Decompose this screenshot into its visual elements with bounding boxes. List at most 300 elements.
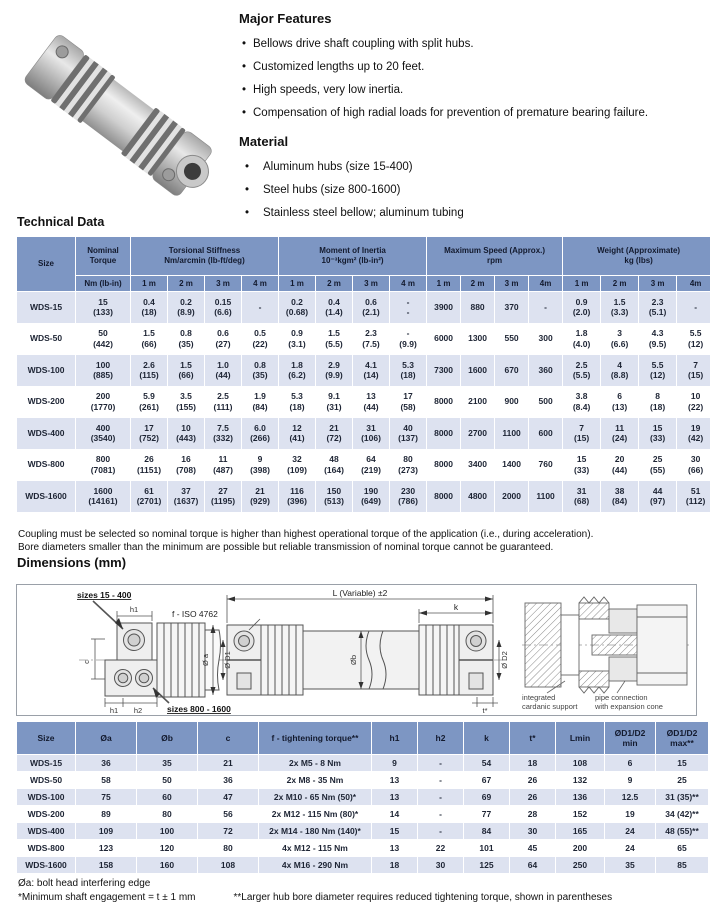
tech-cell — [242, 418, 278, 449]
tech-cell — [279, 292, 315, 323]
tech-cell — [353, 450, 389, 481]
dim-col-header — [605, 722, 655, 754]
tech-cell — [242, 324, 278, 355]
label-h1-top: h1 — [129, 605, 139, 614]
tech-cell — [76, 481, 130, 512]
tech-cell-line: 16 — [181, 454, 191, 465]
tech-subheader: 4m — [529, 276, 562, 291]
tech-cell-line: 12 — [292, 422, 302, 433]
tech-cell-line: (22) — [688, 401, 704, 412]
tech-cell-line: 25 — [652, 454, 663, 465]
tech-cell — [76, 292, 130, 323]
tech-cell-line: 26 — [144, 454, 154, 465]
tech-cell — [601, 387, 638, 418]
tech-cell-line: (2.0) — [572, 307, 591, 318]
dim-cell: 15 — [372, 823, 417, 839]
tech-cell-line: (115) — [139, 370, 159, 381]
tech-cell — [601, 292, 638, 323]
dim-cell: 24 — [605, 823, 655, 839]
tech-cell-line: (84) — [612, 496, 628, 507]
dim-cell: 24 — [605, 840, 655, 856]
tech-cell — [390, 324, 426, 355]
tech-cell-line: (9.9) — [399, 338, 417, 349]
tech-cell-line: (5.1) — [648, 307, 667, 318]
tech-cell — [390, 450, 426, 481]
tech-cell-line: 900 — [504, 396, 519, 407]
tech-cell-line: 0.4 — [143, 296, 155, 307]
tech-cell-line: (18) — [289, 401, 305, 412]
tech-cell-line: 1600 — [93, 485, 113, 496]
tech-cell-line: (58) — [400, 401, 416, 412]
label-dia-d1: Ø D1 — [223, 651, 232, 669]
tech-cell — [316, 450, 352, 481]
tech-cell — [390, 355, 426, 386]
tech-cell — [390, 481, 426, 512]
tech-cell — [677, 481, 710, 512]
dim-cell: 2x M12 - 115 Nm (80)* — [259, 806, 371, 822]
dim-cell: 80 — [137, 806, 197, 822]
tech-cell-line: (72) — [326, 433, 342, 444]
dim-cell: 100 — [137, 823, 197, 839]
group-label-line: Weight (Approximate) — [597, 246, 681, 255]
dim-cell: 60 — [137, 789, 197, 805]
tech-cell — [131, 450, 167, 481]
dim-cell: 2x M14 - 180 Nm (140)* — [259, 823, 371, 839]
tech-subheader: 2 m — [168, 276, 204, 291]
tech-cell-line: 5.5 — [651, 359, 664, 370]
tech-cell-line: (41) — [289, 433, 305, 444]
tech-subheader: 1 m — [131, 276, 167, 291]
tech-cell-line: (1.4) — [325, 307, 343, 318]
dim-cell: 72 — [198, 823, 258, 839]
tech-cell-line: (15) — [574, 433, 590, 444]
tech-cell-line: (97) — [650, 496, 666, 507]
tech-cell — [168, 387, 204, 418]
label-t-star: t* — [482, 706, 488, 715]
dim-header-line: ØD1/D2 — [614, 727, 646, 738]
dim-cell: 13 — [372, 840, 417, 856]
dim-cell: 34 (42)** — [656, 806, 708, 822]
tech-cell — [529, 418, 562, 449]
tech-cell-line: (786) — [398, 496, 418, 507]
tech-cell — [529, 324, 562, 355]
tech-cell-line: 40 — [403, 422, 413, 433]
tech-cell-line: 7300 — [434, 364, 454, 375]
tech-cell — [461, 418, 494, 449]
dim-table-row — [17, 823, 708, 839]
tech-cell — [316, 387, 352, 418]
tech-cell-line: (266) — [250, 433, 270, 444]
tech-cell — [353, 481, 389, 512]
dim-cell: 2x M8 - 35 Nm — [259, 772, 371, 788]
dim-row-size: WDS-50 — [17, 772, 75, 788]
tech-cell-line: 9 — [257, 454, 263, 465]
dim-col-header — [510, 722, 555, 754]
tech-cell — [639, 292, 676, 323]
tech-cell — [242, 292, 278, 323]
dim-cell: 13 — [372, 772, 417, 788]
dim-header-line: h2 — [435, 732, 446, 743]
tech-cell-line: (273) — [398, 464, 418, 475]
tech-cell — [205, 355, 241, 386]
tech-subheader: 2 m — [316, 276, 352, 291]
tech-cell-line: (33) — [650, 433, 666, 444]
tech-cell — [168, 292, 204, 323]
technical-notes — [18, 529, 593, 554]
tech-cell-line: 4.3 — [651, 328, 664, 339]
tech-cell-line: (4.0) — [572, 338, 591, 349]
tech-col-group-size — [17, 237, 75, 291]
tech-cell-line: 0.6 — [365, 296, 377, 307]
tech-cell — [529, 450, 562, 481]
tech-cell-line: (111) — [213, 401, 233, 412]
tech-cell-line: 0.8 — [254, 359, 266, 370]
tech-cell — [205, 324, 241, 355]
tech-cell — [131, 387, 167, 418]
tech-cell-line: (3.3) — [610, 307, 629, 318]
tech-cell-line: 3900 — [434, 301, 454, 312]
dim-header-line: ØD1/D2 — [666, 727, 698, 738]
tech-cell-line: 0.8 — [180, 328, 192, 339]
tech-cell-line: 44 — [652, 485, 663, 496]
group-label-line: kg (lbs) — [624, 256, 653, 265]
dim-table-row — [17, 806, 708, 822]
tech-cell — [242, 387, 278, 418]
caption-pipe-connection: pipe connection — [595, 693, 648, 702]
tech-cell — [131, 355, 167, 386]
tech-cell-line: 17 — [144, 422, 154, 433]
tech-cell — [279, 418, 315, 449]
tech-cell — [601, 418, 638, 449]
dim-cell: 132 — [556, 772, 604, 788]
dim-cell: 54 — [464, 755, 509, 771]
dim-cell: - — [418, 806, 463, 822]
tech-cell — [461, 481, 494, 512]
tech-subheader: 2 m — [461, 276, 494, 291]
dim-col-header — [198, 722, 258, 754]
tech-cell-line: 5.9 — [143, 391, 155, 402]
dim-cell: 120 — [137, 840, 197, 856]
tech-cell-line: 1.5 — [180, 359, 192, 370]
tech-cell — [563, 418, 600, 449]
footnote-bore-diameter: **Larger hub bore diameter requires reduced tightening torque, shown in parentheses — [233, 891, 613, 903]
tech-cell-line: (649) — [361, 496, 381, 507]
group-label-line: Nm/arcmin (lb-ft/deg) — [164, 256, 245, 265]
dim-cell: 9 — [372, 755, 417, 771]
dim-header-line: t* — [529, 732, 536, 743]
tech-cell-line: 6.0 — [254, 422, 266, 433]
dim-col-header — [556, 722, 604, 754]
feature-item — [239, 106, 701, 122]
tech-cell — [601, 481, 638, 512]
dim-cell: 84 — [464, 823, 509, 839]
tech-cell — [131, 418, 167, 449]
tech-cell — [168, 355, 204, 386]
material-heading: Material — [239, 134, 289, 150]
tech-cell — [279, 387, 315, 418]
tech-cell-line: 0.15 — [214, 296, 232, 307]
tech-cell-line: (14) — [363, 370, 379, 381]
dim-cell: 30 — [418, 857, 463, 873]
tech-cell-line: 0.2 — [291, 296, 303, 307]
tech-cell-line: 1.8 — [575, 328, 588, 339]
tech-cell — [427, 324, 460, 355]
tech-cell-line: (66) — [141, 338, 157, 349]
dim-col-header — [137, 722, 197, 754]
label-dia-b: Øb — [349, 654, 358, 666]
tech-cell-line: (0.68) — [285, 307, 309, 318]
tech-cell-line: 51 — [690, 485, 701, 496]
tech-cell — [677, 387, 710, 418]
dim-header-line: Øb — [161, 732, 173, 743]
dim-header-line: Øa — [100, 732, 112, 743]
tech-cell-line: (137) — [398, 433, 418, 444]
tech-cell-line: 1100 — [536, 490, 555, 501]
tech-cell-line: 15 — [652, 422, 663, 433]
tech-cell-line: (1195) — [210, 496, 236, 507]
dim-cell: 13 — [372, 789, 417, 805]
tech-row-size: WDS-400 — [17, 418, 75, 449]
dim-cell: 45 — [510, 840, 555, 856]
dim-cell: 89 — [76, 806, 136, 822]
tech-cell-line: 2.6 — [143, 359, 155, 370]
tech-cell-line: 600 — [538, 427, 553, 438]
tech-cell — [495, 355, 528, 386]
major-features-heading: Major Features — [239, 11, 332, 26]
tech-cell — [461, 292, 494, 323]
tech-cell — [390, 387, 426, 418]
bullet-icon: • — [242, 37, 247, 50]
tech-subheader: 1 m — [427, 276, 460, 291]
dim-cell: 200 — [556, 840, 604, 856]
tech-cell — [353, 355, 389, 386]
tech-cell-line: 2.9 — [328, 359, 340, 370]
tech-cell — [529, 387, 562, 418]
tech-cell-line: 3.5 — [180, 391, 192, 402]
tech-cell — [279, 450, 315, 481]
tech-cell-line: - — [258, 301, 262, 312]
tech-cell-line: 10 — [181, 422, 191, 433]
tech-cell-line: (6.2) — [288, 370, 306, 381]
dim-cell: 19 — [605, 806, 655, 822]
tech-cell — [76, 355, 130, 386]
tech-table-row — [17, 292, 710, 323]
tech-cell-line: (8.9) — [177, 307, 195, 318]
tech-cell-line: (9.5) — [648, 338, 667, 349]
tech-cell-line: 150 — [326, 485, 342, 496]
dim-cell: 64 — [510, 857, 555, 873]
section-detail-view — [522, 597, 689, 693]
tech-cell-line: 1.8 — [291, 359, 303, 370]
tech-cell — [677, 324, 710, 355]
tech-cell-line: (84) — [252, 401, 268, 412]
tech-cell-line: (44) — [215, 370, 231, 381]
group-label-line: rpm — [487, 256, 503, 265]
tech-table-row — [17, 418, 710, 449]
dim-cell: 26 — [510, 772, 555, 788]
tech-cell-line: (885) — [93, 370, 113, 381]
tech-cell-line: 2000 — [502, 490, 522, 501]
tech-cell — [495, 481, 528, 512]
tech-cell — [205, 387, 241, 418]
tech-cell-line: 8 — [655, 391, 660, 402]
tech-cell — [461, 387, 494, 418]
dim-cell: 12.5 — [605, 789, 655, 805]
tech-cell-line: (396) — [287, 496, 307, 507]
tech-cell-line: (8.4) — [572, 401, 591, 412]
tech-cell-line: 200 — [95, 391, 111, 402]
dim-cell: 108 — [198, 857, 258, 873]
label-length: L (Variable) ±2 — [332, 588, 388, 598]
dim-cell: 67 — [464, 772, 509, 788]
tech-cell — [461, 355, 494, 386]
dimension-table — [16, 721, 709, 874]
tech-cell-line: (5.5) — [325, 338, 343, 349]
dim-row-size: WDS-800 — [17, 840, 75, 856]
tech-cell — [563, 481, 600, 512]
dim-cell: 36 — [198, 772, 258, 788]
tech-cell-line: 11 — [218, 454, 228, 465]
tech-cell-line: (18) — [400, 370, 416, 381]
tech-cell — [563, 324, 600, 355]
dim-header-line: c — [225, 732, 231, 743]
dim-cell: 4x M12 - 115 Nm — [259, 840, 371, 856]
tech-cell-line: (398) — [250, 464, 270, 475]
tech-cell — [76, 324, 130, 355]
features-block — [239, 10, 701, 229]
material-text: Steel hubs (size 800-1600) — [263, 183, 401, 196]
dim-cell: 50 — [137, 772, 197, 788]
tech-cell-line: (55) — [650, 464, 666, 475]
tech-cell — [677, 418, 710, 449]
tech-cell-line: (1151) — [136, 464, 162, 475]
dim-cell: 160 — [137, 857, 197, 873]
tech-table-row — [17, 387, 710, 418]
dim-row-size: WDS-200 — [17, 806, 75, 822]
tech-cell — [131, 292, 167, 323]
tech-cell-line: 0.2 — [180, 296, 192, 307]
tech-cell-line: 1.0 — [217, 359, 229, 370]
tech-cell-line: 32 — [292, 454, 302, 465]
dim-cell: 158 — [76, 857, 136, 873]
dim-cell: 14 — [372, 806, 417, 822]
tech-cell-line: (513) — [324, 496, 344, 507]
tech-cell — [601, 355, 638, 386]
tech-cell-line: 13 — [366, 391, 376, 402]
tech-cell-line: (164) — [324, 464, 344, 475]
tech-cell-line: 190 — [363, 485, 379, 496]
tech-cell-line: (112) — [685, 496, 706, 507]
label-dia-a: Ø a — [201, 653, 210, 667]
tech-cell-line: 21 — [255, 485, 265, 496]
note-line: Coupling must be selected so nominal torque is higher than highest operational torque of the application (i.e., during acceleration). — [18, 529, 594, 540]
tech-cell-line: 8000 — [434, 459, 454, 470]
label-h1-bottom: h1 — [109, 706, 119, 715]
tech-cell — [316, 292, 352, 323]
group-label-line: Torque — [89, 256, 117, 265]
dim-cell: 35 — [137, 755, 197, 771]
dim-cell: - — [418, 755, 463, 771]
tech-cell — [427, 292, 460, 323]
tech-cell — [639, 450, 676, 481]
coupling-photo-illustration — [12, 20, 232, 218]
dim-cell: 15 — [656, 755, 708, 771]
tech-cell-line: 6 — [617, 391, 622, 402]
bullet-icon: • — [245, 206, 250, 219]
dim-cell: 26 — [510, 789, 555, 805]
tech-cell-line: 230 — [400, 485, 416, 496]
dim-cell: 2x M10 - 65 Nm (50)* — [259, 789, 371, 805]
dim-col-header — [656, 722, 708, 754]
tech-col-group-weight — [563, 237, 710, 275]
tech-cell-line: 670 — [504, 364, 519, 375]
tech-cell — [279, 324, 315, 355]
tech-cell-line: 1300 — [468, 333, 488, 344]
tech-cell — [495, 292, 528, 323]
dim-cell: 18 — [510, 755, 555, 771]
tech-subheader: 4 m — [390, 276, 426, 291]
tech-cell — [677, 355, 710, 386]
tech-cell — [529, 292, 562, 323]
dim-cell: 21 — [198, 755, 258, 771]
dim-cell: 125 — [464, 857, 509, 873]
tech-cell — [168, 324, 204, 355]
tech-cell — [427, 450, 460, 481]
tech-cell-line: 5.3 — [402, 359, 414, 370]
tech-cell-line: 31 — [366, 422, 376, 433]
tech-cell-line: 21 — [329, 422, 339, 433]
group-label-line: Torsional Stiffness — [168, 246, 241, 255]
tech-cell — [205, 418, 241, 449]
tech-cell-line: (443) — [176, 433, 196, 444]
tech-cell-line: (18) — [650, 401, 666, 412]
dim-cell: 80 — [198, 840, 258, 856]
tech-cell — [316, 355, 352, 386]
dim-cell: 58 — [76, 772, 136, 788]
tech-cell-line: 4 — [617, 359, 622, 370]
coupling-side-view — [222, 625, 507, 695]
dim-table-row — [17, 789, 708, 805]
tech-cell-line: (9.9) — [325, 370, 343, 381]
tech-cell-line: - — [406, 328, 410, 339]
material-text: Stainless steel bellow; aluminum tubing — [263, 206, 464, 219]
tech-cell-line: 1400 — [502, 459, 522, 470]
tech-cell — [316, 418, 352, 449]
dim-col-header — [464, 722, 509, 754]
feature-text: High speeds, very low inertia. — [253, 83, 404, 96]
tech-cell-line: (929) — [250, 496, 270, 507]
tech-cell-line: 19 — [690, 422, 701, 433]
tech-cell — [279, 355, 315, 386]
tech-cell-line: 1.5 — [143, 328, 155, 339]
tech-cell — [242, 355, 278, 386]
dim-table-row — [17, 772, 708, 788]
tech-cell-line: 9.1 — [328, 391, 340, 402]
dim-cell: 152 — [556, 806, 604, 822]
tech-cell-line: 37 — [181, 485, 191, 496]
dim-cell: 35 — [605, 857, 655, 873]
tech-cell-line: (27) — [215, 338, 231, 349]
tech-cell-line: 3400 — [468, 459, 488, 470]
tech-cell-line: 2100 — [468, 396, 488, 407]
tech-cell-line: (14161) — [88, 496, 118, 507]
tech-subheader: 3 m — [495, 276, 528, 291]
tech-cell-line: 5.3 — [291, 391, 303, 402]
dim-col-header — [418, 722, 463, 754]
tech-cell-line: 370 — [504, 301, 519, 312]
dim-header-line: f - tightening torque** — [271, 732, 359, 743]
tech-cell-line: 48 — [329, 454, 339, 465]
